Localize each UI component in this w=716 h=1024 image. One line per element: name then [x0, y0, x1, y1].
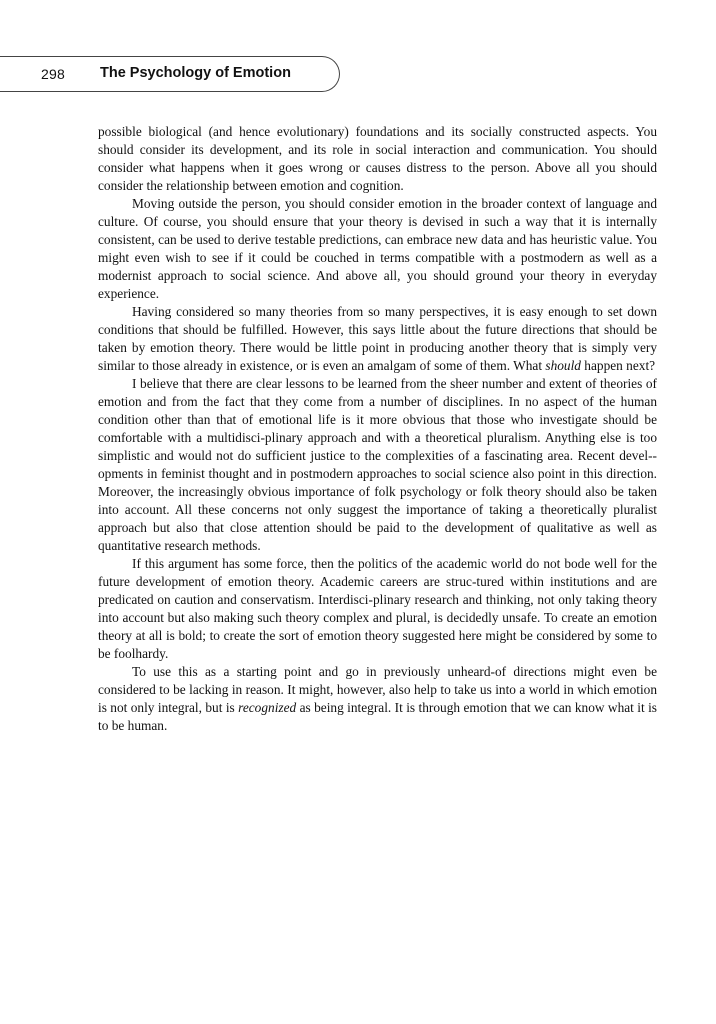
text-segment: To use this as a starting point and go in previously unheard-of directions might even be considered to be lacking in reason. It might, however, also help to take us into a world in which emotion is not only integral, but is: [98, 664, 657, 715]
italic-emphasis: should: [545, 358, 581, 373]
text-segment: I believe that there are clear lessons to be learned from the sheer number and extent of theories of emotion and from the fact that they come from a number of disciplines. In no aspect of the human condition other than that of emotional life is it more obvious that those who investigate should be comfortable with a multidisci-plinary approach and with a theoretical pluralism. Anything else is too simplistic and would not do sufficient justice to the complexities of a fascinating area. Recent devel-opments in feminist thought and in postmodern approaches to social science also point in this direction. Moreover, the increasingly obvious importance of folk psychology or folk theory should also be taken into account. All these concerns not only suggest the importance of taking a theoretically pluralist approach but also that close attention should be paid to the development of qualitative as well as quantitative research methods.: [98, 376, 657, 553]
paragraph-3: [98, 303, 657, 375]
body-text: [98, 123, 657, 735]
text-segment: possible biological (and hence evolutionary) foundations and its socially constructed aspects. You should consider its development, and its role in social interaction and communication. You should consider what happens when it goes wrong or causes distress to the person. Above all you should consider the relationship between emotion and cognition.: [98, 124, 657, 193]
text-segment: happen next?: [580, 358, 656, 373]
paragraph-6: [98, 663, 657, 735]
italic-emphasis: recognized: [238, 700, 297, 715]
running-title: The Psychology of Emotion: [100, 65, 291, 81]
paragraph-5: [98, 555, 657, 663]
paragraph-4: [98, 375, 657, 555]
paragraph-1: [98, 123, 657, 195]
text-segment: Having considered so many theories from so many perspectives, it is easy enough to set down conditions that should be fulfilled. However, this says little about the future directions that should be taken by emotion theory. There would be little point in producing another theory that is simply very similar to those already in existence, or is even an amalgam of some of them. What: [98, 304, 657, 373]
text-segment: If this argument has some force, then the politics of the academic world do not bode well for the future development of emotion theory. Academic careers are struc-tured within institutions and are predicated on caution and conservatism. Interdisci-plinary research and thinking, not only taking theory into account but also making such theory complex and plural, is decidedly unsafe. To create an emotion theory at all is bold; to create the sort of emotion theory suggested here might be considered by some to be foolhardy.: [98, 556, 657, 661]
page-number: 298: [41, 66, 65, 82]
paragraph-2: [98, 195, 657, 303]
text-segment: Moving outside the person, you should consider emotion in the broader context of language and culture. Of course, you should ensure that your theory is devised in such a way that it is internally consistent, can be used to derive testable predictions, can embrace new data and has heuristic value. You might even wish to see if it could be couched in terms compatible with a postmodern as well as a modernist approach to social science. And above all, you should ground your theory in everyday experience.: [98, 196, 657, 301]
text-segment: as being integral. It is through emotion that we can know what it is to be human.: [98, 700, 657, 733]
